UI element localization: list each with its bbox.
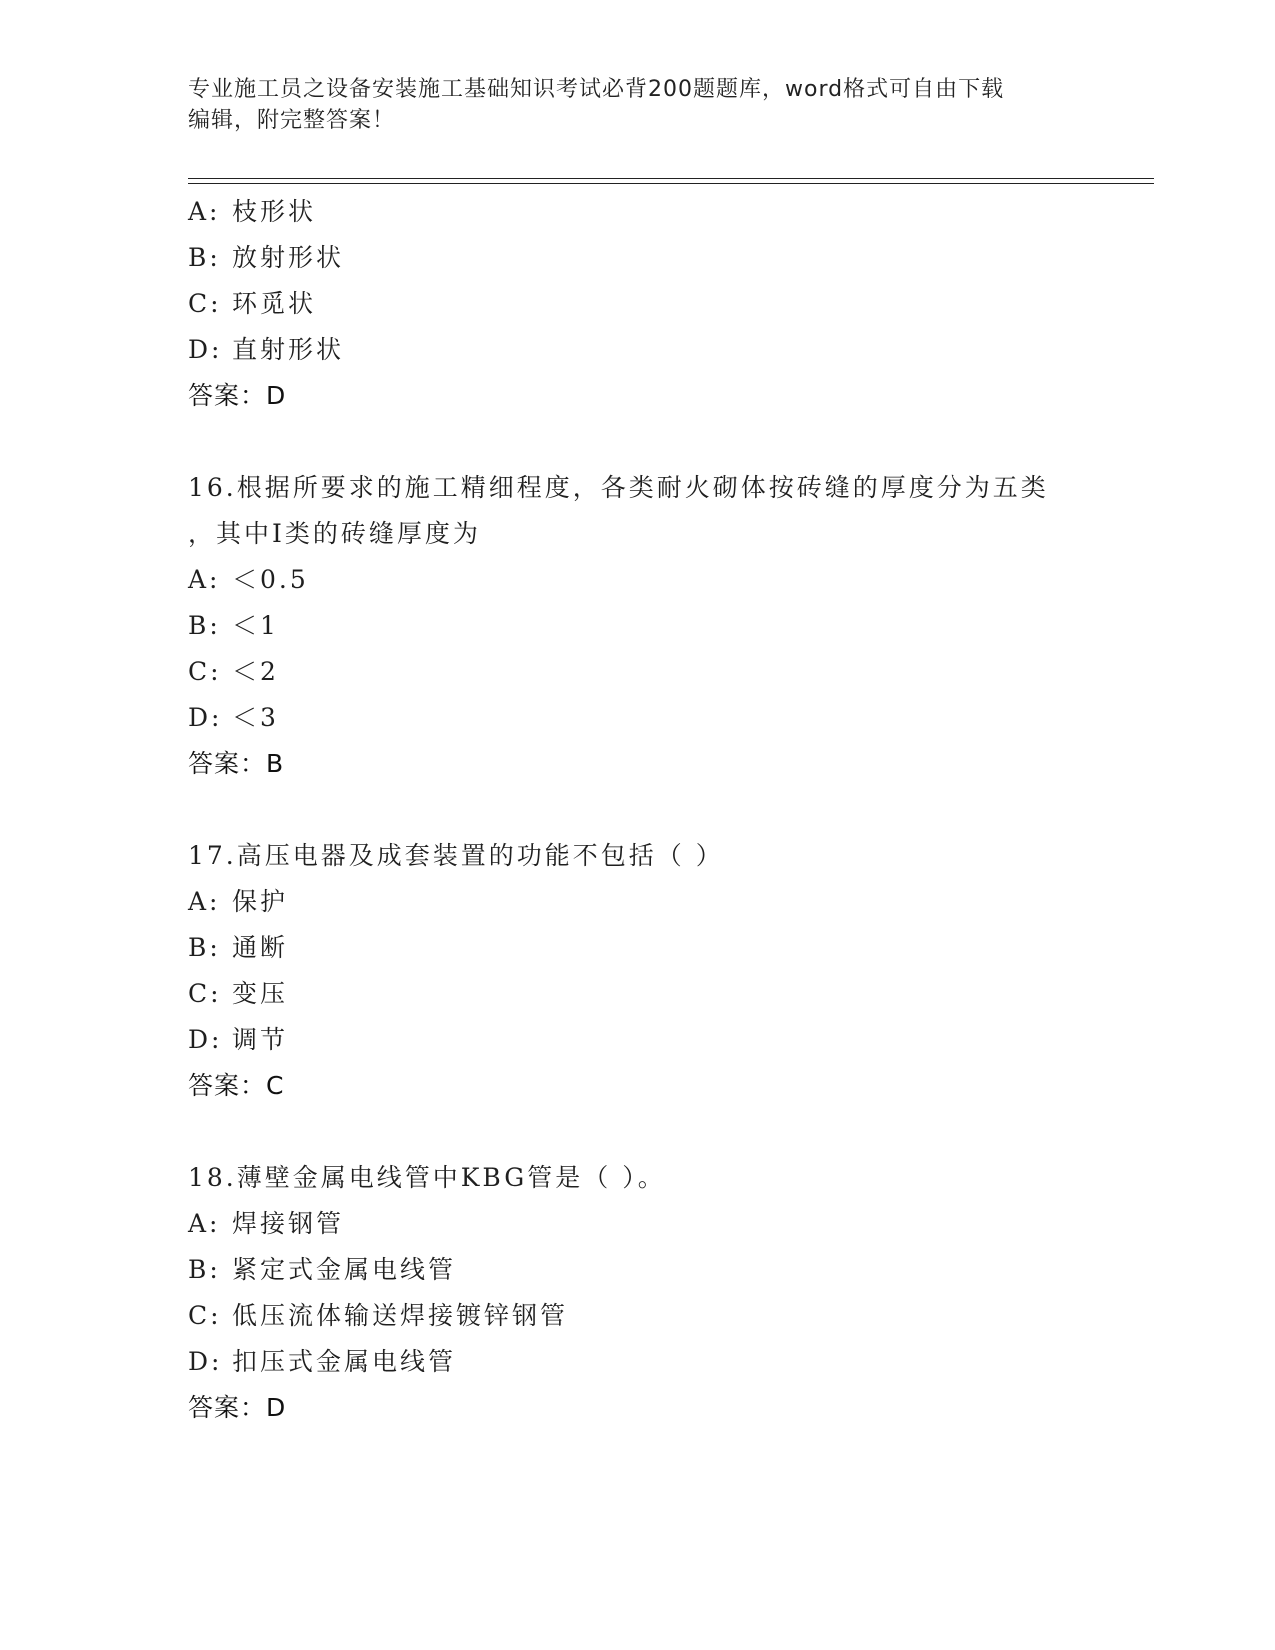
- question-stem: 16.根据所要求的施工精细程度，各类耐火砌体按砖缝的厚度分为五类: [188, 473, 1049, 502]
- option-letter: D:: [188, 335, 223, 364]
- option-text: 枝形状: [232, 197, 317, 226]
- option-letter: B:: [188, 933, 221, 962]
- option-letter: D:: [188, 1347, 223, 1376]
- header-divider-bottom: [188, 183, 1154, 184]
- question-stem-continued: ，其中I类的砖缝厚度为: [188, 519, 481, 548]
- document-header: [188, 74, 1068, 136]
- option-text: 低压流体输送焊接镀锌钢管: [232, 1301, 569, 1330]
- answer-line: 答案：C: [188, 1071, 285, 1100]
- option-text: ＜0.5: [232, 565, 309, 594]
- option-a: [188, 189, 1154, 235]
- spacer: [188, 787, 1154, 833]
- option-letter: C:: [188, 1301, 222, 1330]
- option-b: [188, 235, 1154, 281]
- spacer: [188, 1109, 1154, 1155]
- option-letter: B:: [188, 243, 221, 272]
- option-letter: C:: [188, 289, 222, 318]
- option-text: 变压: [232, 979, 289, 1008]
- spacer: [188, 419, 1154, 465]
- option-b: [188, 925, 1154, 971]
- question-16: [188, 465, 1154, 787]
- option-c: [188, 649, 1154, 695]
- answer-line: 答案：D: [188, 381, 287, 410]
- option-text: ＜1: [232, 611, 279, 640]
- option-text: 放射形状: [232, 243, 345, 272]
- option-letter: A:: [188, 887, 221, 916]
- question-stem: 17.高压电器及成套装置的功能不包括（ ）: [188, 841, 724, 870]
- header-title-line-2: 编辑，附完整答案！: [188, 108, 396, 133]
- option-text: 通断: [232, 933, 289, 962]
- option-letter: D:: [188, 1025, 223, 1054]
- option-text: 焊接钢管: [232, 1209, 345, 1238]
- answer-line: 答案：D: [188, 1393, 287, 1422]
- option-d: [188, 327, 1154, 373]
- option-letter: C:: [188, 657, 222, 686]
- header-title-line-1: 专业施工员之设备安装施工基础知识考试必背200题题库，word格式可自由下载: [188, 77, 1005, 102]
- option-letter: A:: [188, 197, 221, 226]
- option-text: 环觅状: [232, 289, 317, 318]
- question-list: [188, 189, 1154, 1431]
- option-text: ＜3: [232, 703, 279, 732]
- question-18: [188, 1155, 1154, 1431]
- question-stem: 18.薄壁金属电线管中KBG管是（ ）。: [188, 1163, 666, 1192]
- option-text: 调节: [232, 1025, 289, 1054]
- option-letter: B:: [188, 611, 221, 640]
- option-letter: B:: [188, 1255, 221, 1284]
- option-a: [188, 557, 1154, 603]
- option-text: 扣压式金属电线管: [232, 1347, 457, 1376]
- option-b: [188, 1247, 1154, 1293]
- question-17: [188, 833, 1154, 1109]
- option-a: [188, 879, 1154, 925]
- option-text: ＜2: [232, 657, 279, 686]
- answer-line: 答案：B: [188, 749, 285, 778]
- option-letter: A:: [188, 1209, 221, 1238]
- option-text: 紧定式金属电线管: [232, 1255, 457, 1284]
- option-letter: D:: [188, 703, 223, 732]
- option-a: [188, 1201, 1154, 1247]
- option-letter: C:: [188, 979, 222, 1008]
- question-15: [188, 189, 1154, 419]
- option-d: [188, 695, 1154, 741]
- option-b: [188, 603, 1154, 649]
- option-letter: A:: [188, 565, 221, 594]
- option-text: 直射形状: [232, 335, 345, 364]
- option-d: [188, 1339, 1154, 1385]
- option-c: [188, 971, 1154, 1017]
- option-c: [188, 1293, 1154, 1339]
- header-divider-top: [188, 178, 1154, 179]
- option-d: [188, 1017, 1154, 1063]
- option-c: [188, 281, 1154, 327]
- option-text: 保护: [232, 887, 289, 916]
